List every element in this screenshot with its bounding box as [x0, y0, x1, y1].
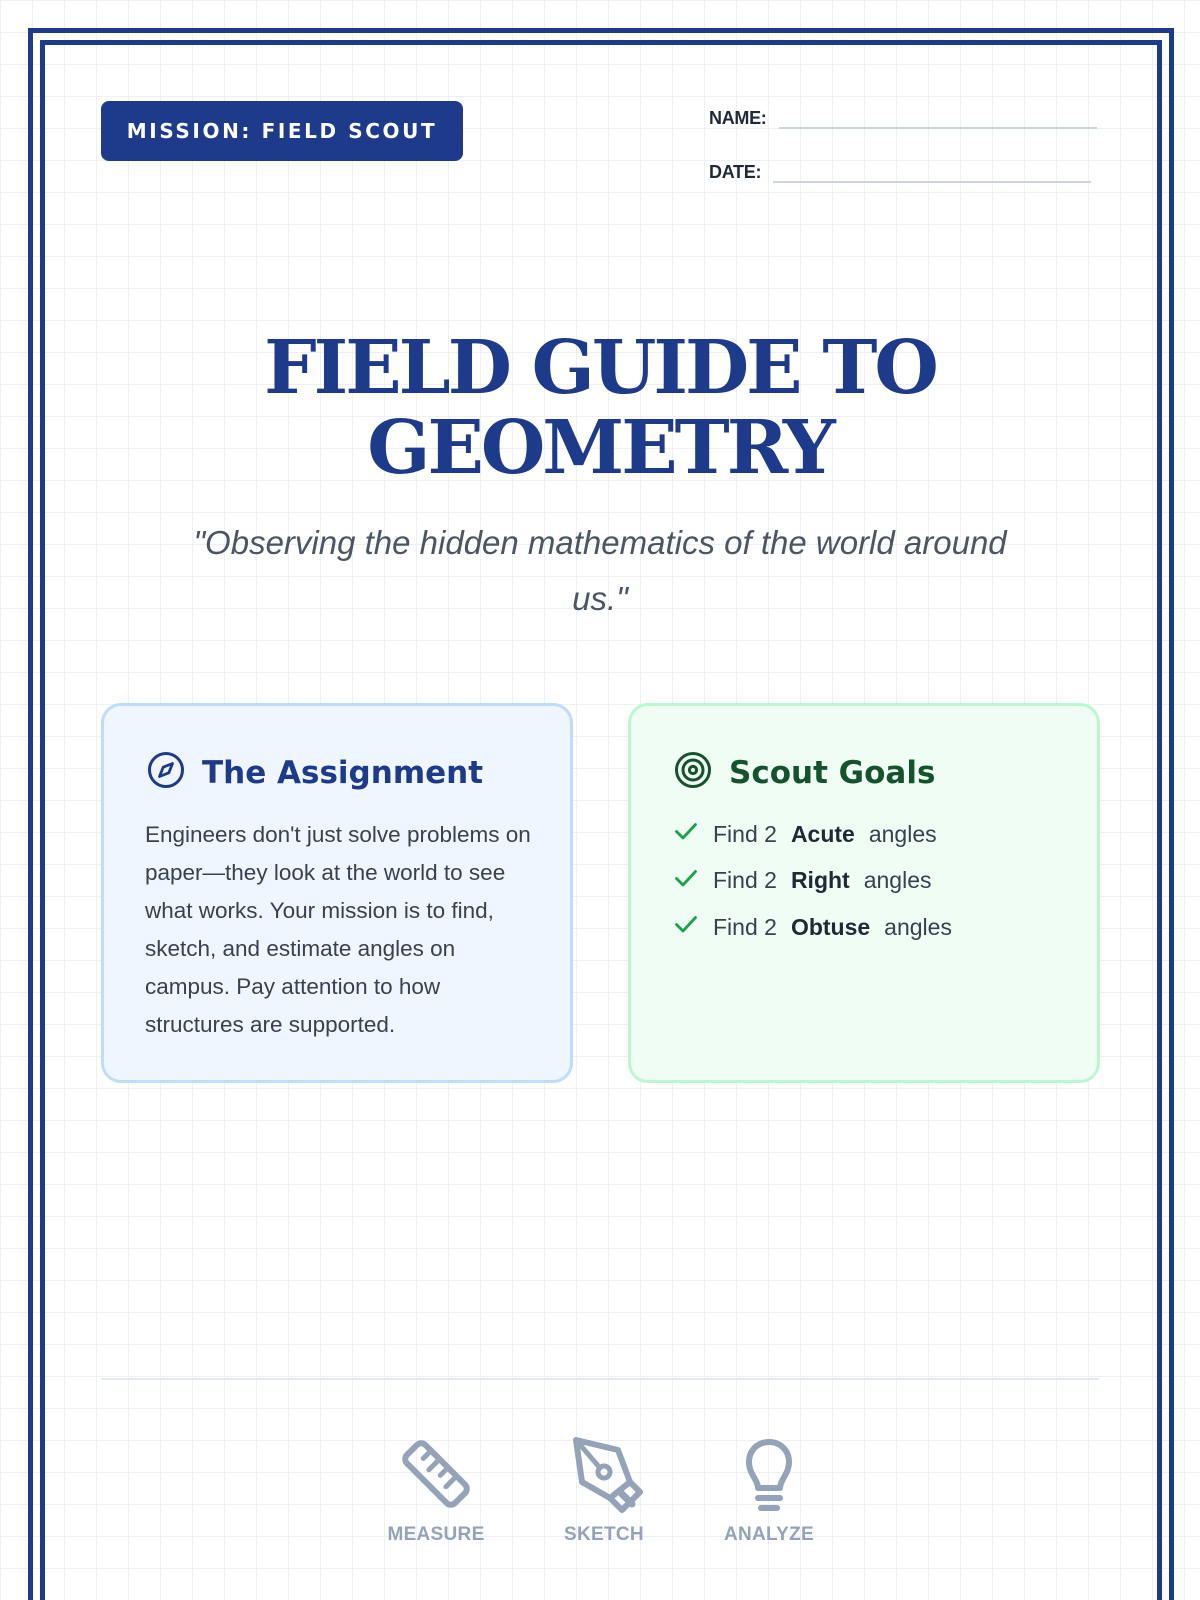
- goal-item: [673, 858, 952, 905]
- assignment-header: [146, 750, 483, 795]
- ruler-icon: [366, 1432, 506, 1516]
- tool-sketch-label: SKETCH: [564, 1524, 644, 1545]
- page-title: [0, 325, 1200, 491]
- footer-divider: [101, 1378, 1099, 1380]
- check-icon: [673, 865, 713, 897]
- goal-suffix: angles: [884, 913, 952, 940]
- name-label: NAME:: [709, 108, 767, 128]
- date-label: DATE:: [709, 162, 762, 182]
- goal-angle-type: Acute: [790, 820, 855, 847]
- goal-angle-type: Obtuse: [790, 913, 871, 940]
- target-icon: [673, 750, 713, 795]
- date-write-line[interactable]: [773, 165, 1091, 183]
- title-line-2: GEOMETRY: [367, 405, 833, 491]
- goal-item: [673, 811, 952, 858]
- pen-nib-icon: [534, 1432, 674, 1516]
- assignment-card: [101, 703, 573, 1083]
- assignment-title: The Assignment: [202, 754, 484, 791]
- check-icon: [673, 911, 713, 943]
- scout-goals-header: [673, 750, 935, 795]
- assignment-body: Engineers don't just solve problems on paper—they look at the world to see what works. Your mission is to find, sketch, and estimate angles on campus. Pay attention to how structures are supported.: [145, 822, 531, 1037]
- tool-analyze-label: ANALYZE: [723, 1524, 815, 1545]
- scout-goals-title: Scout Goals: [729, 754, 936, 791]
- name-write-line[interactable]: [779, 111, 1097, 129]
- lightbulb-icon: [699, 1432, 839, 1516]
- mission-badge: MISSION: FIELD SCOUT: [101, 101, 463, 161]
- scout-goals-card: [628, 703, 1100, 1083]
- goal-prefix: Find 2: [713, 820, 777, 847]
- goal-angle-type: Right: [790, 867, 850, 894]
- check-icon: [673, 818, 713, 850]
- tool-measure-label: MEASURE: [387, 1524, 485, 1545]
- tool-measure: [366, 1432, 506, 1546]
- goal-list: [673, 811, 952, 951]
- goal-prefix: Find 2: [713, 867, 777, 894]
- name-field: [709, 108, 1097, 129]
- date-field: [709, 162, 1091, 183]
- compass-icon: [146, 750, 186, 795]
- tool-analyze: [699, 1432, 839, 1546]
- goal-item: [673, 904, 952, 951]
- goal-suffix: angles: [868, 820, 937, 847]
- tool-sketch: [534, 1432, 674, 1546]
- title-line-1: FIELD GUIDE TO: [264, 325, 936, 411]
- goal-prefix: Find 2: [713, 913, 777, 940]
- page-subtitle: "Observing the hidden mathematics of the world around us.": [193, 524, 1007, 617]
- goal-suffix: angles: [863, 867, 932, 894]
